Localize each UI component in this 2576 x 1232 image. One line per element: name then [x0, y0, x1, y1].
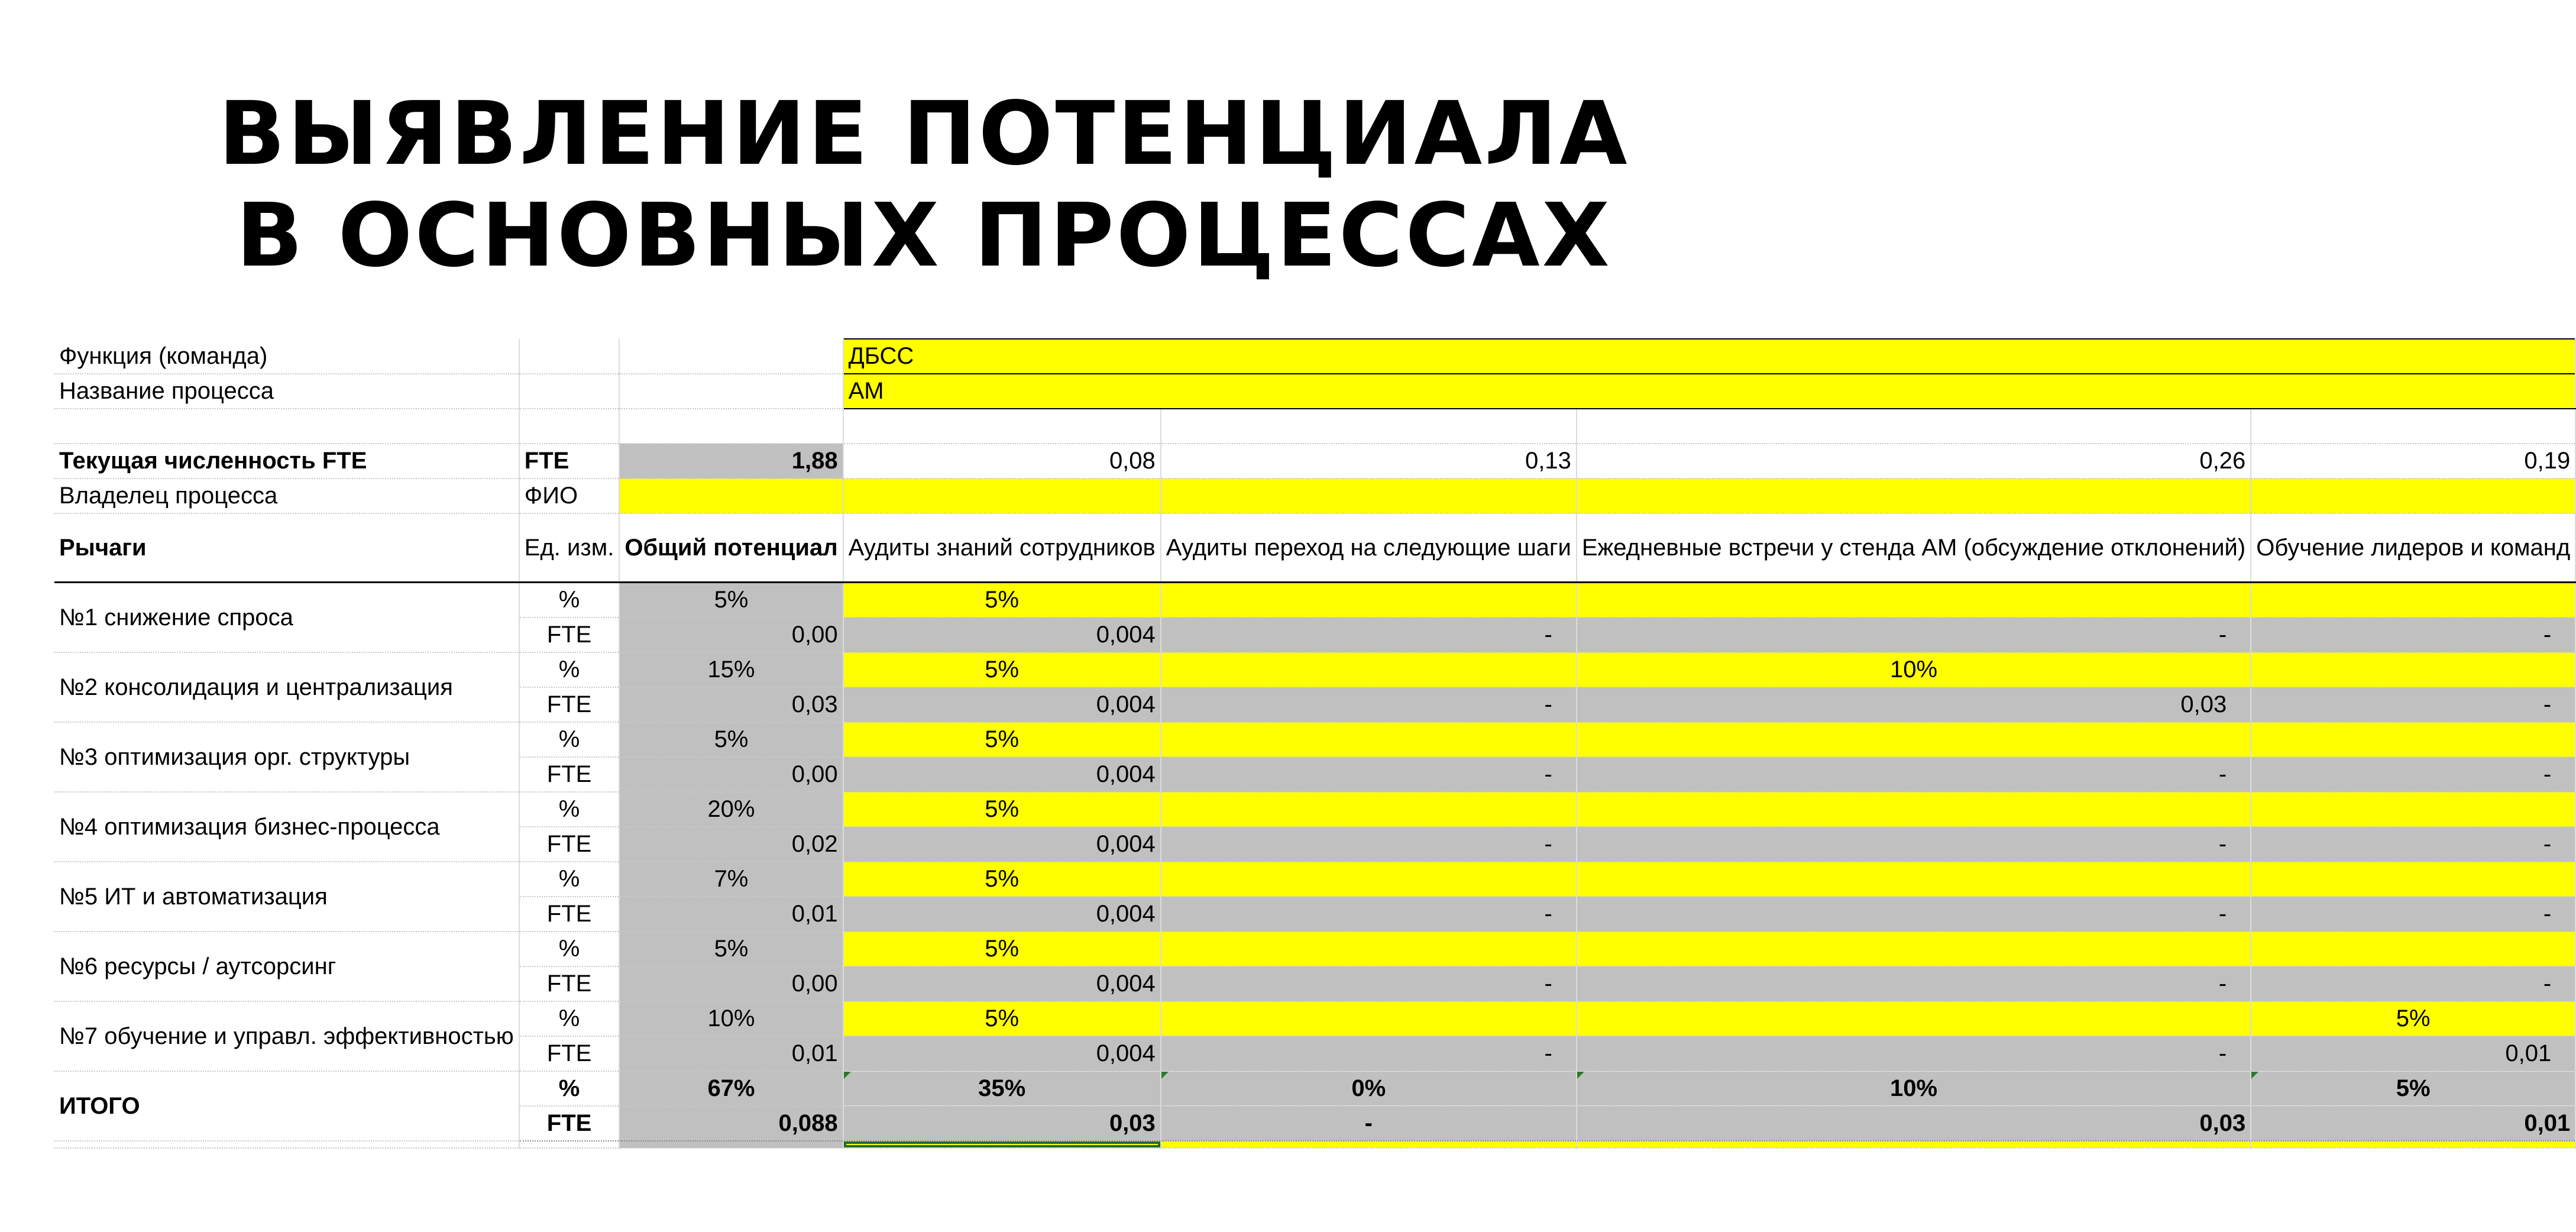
lever-1-fte-initiative-4[interactable]: - [2251, 617, 2575, 652]
total-fte-total[interactable]: 0,088 [619, 1106, 843, 1141]
lever-3-pct-initiative-2[interactable] [1161, 722, 1577, 757]
total-unit-fte: FTE [519, 1106, 620, 1141]
lever-5-pct-initiative-1[interactable]: 5% [843, 862, 1161, 897]
lever-4-pct-total[interactable]: 20% [619, 792, 843, 827]
owner-cell-1[interactable] [619, 478, 843, 513]
current-fte-label: Текущая численность FTE [54, 444, 519, 478]
lever-4-fte-initiative-1[interactable]: 0,004 [843, 827, 1161, 862]
lever-name: №2 консолидация и централизация [54, 652, 519, 722]
lever-7-fte-initiative-3[interactable]: - [1577, 1036, 2251, 1071]
lever-2-fte-total[interactable]: 0,03 [619, 687, 843, 722]
total-pct-total[interactable]: 67% [619, 1071, 843, 1106]
row-below-totals [54, 1141, 2575, 1148]
lever-5-fte-initiative-4[interactable]: - [2251, 897, 2575, 932]
lever-2-pct-initiative-1[interactable]: 5% [843, 652, 1161, 687]
lever-7-fte-initiative-1[interactable]: 0,004 [843, 1036, 1161, 1071]
blank-yellow-cell[interactable] [1161, 1141, 1577, 1148]
potential-header: Общий потенциал [619, 513, 843, 583]
lever-4-fte-initiative-4[interactable]: - [2251, 827, 2575, 862]
lever-5-pct-initiative-2[interactable] [1161, 862, 1577, 897]
lever-6-fte-total[interactable]: 0,00 [619, 966, 843, 1001]
lever-4-pct-initiative-1[interactable]: 5% [843, 792, 1161, 827]
total-pct-initiative-3[interactable]: 10% [1577, 1071, 2251, 1106]
total-unit-pct: % [519, 1071, 620, 1106]
lever-1-pct-total[interactable]: 5% [619, 583, 843, 618]
lever-unit-fte: FTE [519, 1036, 620, 1071]
lever-unit-pct: % [519, 932, 620, 966]
total-row-pct [54, 1071, 2575, 1106]
initiative-header-4: Обучение лидеров и команд [2251, 513, 2575, 583]
lever-7-fte-initiative-4[interactable]: 0,01 [2251, 1036, 2575, 1071]
lever-1-pct-initiative-4[interactable] [2251, 583, 2575, 618]
lever-2-pct-initiative-3[interactable]: 10% [1577, 652, 2251, 687]
levers-header: Рычаги [54, 513, 519, 583]
lever-4-pct-initiative-2[interactable] [1161, 792, 1577, 827]
lever-3-pct-initiative-4[interactable] [2251, 722, 2575, 757]
lever-5-fte-initiative-3[interactable]: - [1577, 897, 2251, 932]
current-fte-total[interactable]: 1,88 [619, 444, 843, 478]
lever-1-fte-initiative-3[interactable]: - [1577, 617, 2251, 652]
lever-unit-pct: % [519, 862, 620, 897]
selected-cell[interactable] [843, 1141, 1161, 1148]
lever-2-fte-initiative-3[interactable]: 0,03 [1577, 687, 2251, 722]
lever-unit-pct: % [519, 792, 620, 827]
lever-7-pct-initiative-1[interactable]: 5% [843, 1001, 1161, 1036]
lever-6-fte-initiative-3[interactable]: - [1577, 966, 2251, 1001]
lever-3-fte-initiative-1[interactable]: 0,004 [843, 757, 1161, 792]
lever-7-fte-initiative-2[interactable]: - [1161, 1036, 1577, 1071]
lever-unit-pct: % [519, 583, 620, 618]
page-title [0, 83, 1848, 286]
lever-row-pct [54, 792, 2575, 827]
row-current-fte [54, 444, 2575, 478]
lever-4-fte-total[interactable]: 0,02 [619, 827, 843, 862]
total-label: ИТОГО [54, 1071, 519, 1141]
lever-unit-fte: FTE [519, 827, 620, 862]
lever-1-fte-total[interactable]: 0,00 [619, 617, 843, 652]
lever-row-pct [54, 932, 2575, 966]
lever-4-fte-initiative-2[interactable]: - [1161, 827, 1577, 862]
row-owner [54, 478, 2575, 513]
lever-name: №3 оптимизация орг. структуры [54, 722, 519, 792]
lever-name: №5 ИТ и автоматизация [54, 862, 519, 932]
lever-7-pct-initiative-3[interactable] [1577, 1001, 2251, 1036]
owner-cell-2[interactable] [843, 478, 1161, 513]
blank-cell [54, 1141, 519, 1148]
lever-2-pct-initiative-4[interactable] [2251, 652, 2575, 687]
lever-row-pct [54, 583, 2575, 618]
lever-7-fte-total[interactable]: 0,01 [619, 1036, 843, 1071]
lever-unit-fte: FTE [519, 687, 620, 722]
lever-7-pct-total[interactable]: 10% [619, 1001, 843, 1036]
lever-2-fte-initiative-2[interactable]: - [1161, 687, 1577, 722]
lever-3-fte-initiative-2[interactable]: - [1161, 757, 1577, 792]
lever-name: №7 обучение и управл. эффективностью [54, 1001, 519, 1071]
blank-yellow-cell[interactable] [2251, 1141, 2575, 1148]
lever-3-pct-initiative-3[interactable] [1577, 722, 2251, 757]
lever-1-fte-initiative-2[interactable]: - [1161, 617, 1577, 652]
lever-4-pct-initiative-4[interactable] [2251, 792, 2575, 827]
owner-cell-3[interactable] [1161, 478, 1577, 513]
row-process [54, 374, 2575, 409]
blank-cell [519, 1141, 620, 1148]
lever-name: №4 оптимизация бизнес-процесса [54, 792, 519, 862]
lever-2-fte-initiative-1[interactable]: 0,004 [843, 687, 1161, 722]
lever-2-pct-initiative-2[interactable] [1161, 652, 1577, 687]
fte-initiative-4[interactable]: 0,19 [2251, 444, 2575, 478]
lever-6-pct-initiative-1[interactable]: 5% [843, 932, 1161, 966]
lever-6-pct-initiative-3[interactable] [1577, 932, 2251, 966]
lever-row-pct [54, 1001, 2575, 1036]
lever-6-fte-initiative-4[interactable]: - [2251, 966, 2575, 1001]
lever-1-pct-initiative-3[interactable] [1577, 583, 2251, 618]
initiative-header-2: Аудиты переход на следующие шаги [1161, 513, 1577, 583]
initiative-header-3: Ежедневные встречи у стенда АМ (обсуждение отклонений) [1577, 513, 2251, 583]
lever-row-pct [54, 722, 2575, 757]
fte-initiative-1[interactable]: 0,08 [843, 444, 1161, 478]
lever-5-fte-total[interactable]: 0,01 [619, 897, 843, 932]
lever-6-pct-total[interactable]: 5% [619, 932, 843, 966]
lever-3-pct-initiative-1[interactable]: 5% [843, 722, 1161, 757]
lever-3-fte-initiative-3[interactable]: - [1577, 757, 2251, 792]
owner-cell-5[interactable] [2251, 478, 2575, 513]
blank-calc-cell[interactable] [619, 1141, 843, 1148]
lever-unit-fte: FTE [519, 966, 620, 1001]
total-pct-initiative-1[interactable]: 35% [843, 1071, 1161, 1106]
lever-5-fte-initiative-2[interactable]: - [1161, 897, 1577, 932]
page-title-line-2: В ОСНОВНЫХ ПРОЦЕССАХ [236, 185, 1612, 286]
process-label: Название процесса [54, 374, 519, 409]
lever-unit-fte: FTE [519, 757, 620, 792]
lever-7-pct-initiative-2[interactable] [1161, 1001, 1577, 1036]
fte-initiative-3[interactable]: 0,26 [1577, 444, 2251, 478]
lever-2-pct-total[interactable]: 15% [619, 652, 843, 687]
lever-7-pct-initiative-4[interactable]: 5% [2251, 1001, 2575, 1036]
unit-header: Ед. изм. [519, 513, 620, 583]
lever-3-pct-total[interactable]: 5% [619, 722, 843, 757]
owner-cell-4[interactable] [1577, 478, 2251, 513]
lever-unit-pct: % [519, 722, 620, 757]
total-pct-initiative-4[interactable]: 5% [2251, 1071, 2575, 1106]
lever-unit-pct: % [519, 652, 620, 687]
lever-6-fte-initiative-1[interactable]: 0,004 [843, 966, 1161, 1001]
lever-6-pct-initiative-2[interactable] [1161, 932, 1577, 966]
lever-row-pct [54, 652, 2575, 687]
lever-name: №6 ресурсы / аутсорсинг [54, 932, 519, 1001]
lever-3-fte-initiative-4[interactable]: - [2251, 757, 2575, 792]
lever-unit-fte: FTE [519, 617, 620, 652]
lever-5-pct-total[interactable]: 7% [619, 862, 843, 897]
lever-2-fte-initiative-4[interactable]: - [2251, 687, 2575, 722]
page-title-line-1: ВЫЯВЛЕНИЕ ПОТЕНЦИАЛА [218, 83, 1630, 185]
lever-4-fte-initiative-3[interactable]: - [1577, 827, 2251, 862]
lever-name: №1 снижение спроса [54, 583, 519, 653]
process-value-cell[interactable]: АМ [843, 374, 2576, 409]
row-function [54, 339, 2575, 374]
initiative-header-1: Аудиты знаний сотрудников [843, 513, 1161, 583]
potential-spreadsheet [54, 338, 2576, 1149]
lever-3-fte-total[interactable]: 0,00 [619, 757, 843, 792]
lever-5-fte-initiative-1[interactable]: 0,004 [843, 897, 1161, 932]
lever-6-pct-initiative-4[interactable] [2251, 932, 2575, 966]
total-fte-initiative-1[interactable]: 0,03 [843, 1106, 1161, 1141]
lever-row-pct [54, 862, 2575, 897]
lever-1-pct-initiative-1[interactable]: 5% [843, 583, 1161, 618]
row-spacer [54, 409, 2575, 444]
row-header [54, 513, 2575, 583]
function-label: Функция (команда) [54, 339, 519, 374]
function-value-cell[interactable]: ДБСС [843, 339, 2576, 374]
lever-unit-pct: % [519, 1001, 620, 1036]
lever-5-pct-initiative-3[interactable] [1577, 862, 2251, 897]
lever-4-pct-initiative-3[interactable] [1577, 792, 2251, 827]
lever-5-pct-initiative-4[interactable] [2251, 862, 2575, 897]
fte-initiative-2[interactable]: 0,13 [1161, 444, 1577, 478]
owner-unit: ФИО [519, 478, 620, 513]
total-fte-initiative-4[interactable]: 0,01 [2251, 1106, 2575, 1141]
lever-1-pct-initiative-2[interactable] [1161, 583, 1577, 618]
blank-yellow-cell[interactable] [1577, 1141, 2251, 1148]
total-pct-initiative-2[interactable]: 0% [1161, 1071, 1577, 1106]
owner-label: Владелец процесса [54, 478, 519, 513]
current-fte-unit: FTE [519, 444, 620, 478]
lever-6-fte-initiative-2[interactable]: - [1161, 966, 1577, 1001]
lever-unit-fte: FTE [519, 897, 620, 932]
total-fte-initiative-2[interactable]: - [1161, 1106, 1577, 1141]
lever-1-fte-initiative-1[interactable]: 0,004 [843, 617, 1161, 652]
total-fte-initiative-3[interactable]: 0,03 [1577, 1106, 2251, 1141]
